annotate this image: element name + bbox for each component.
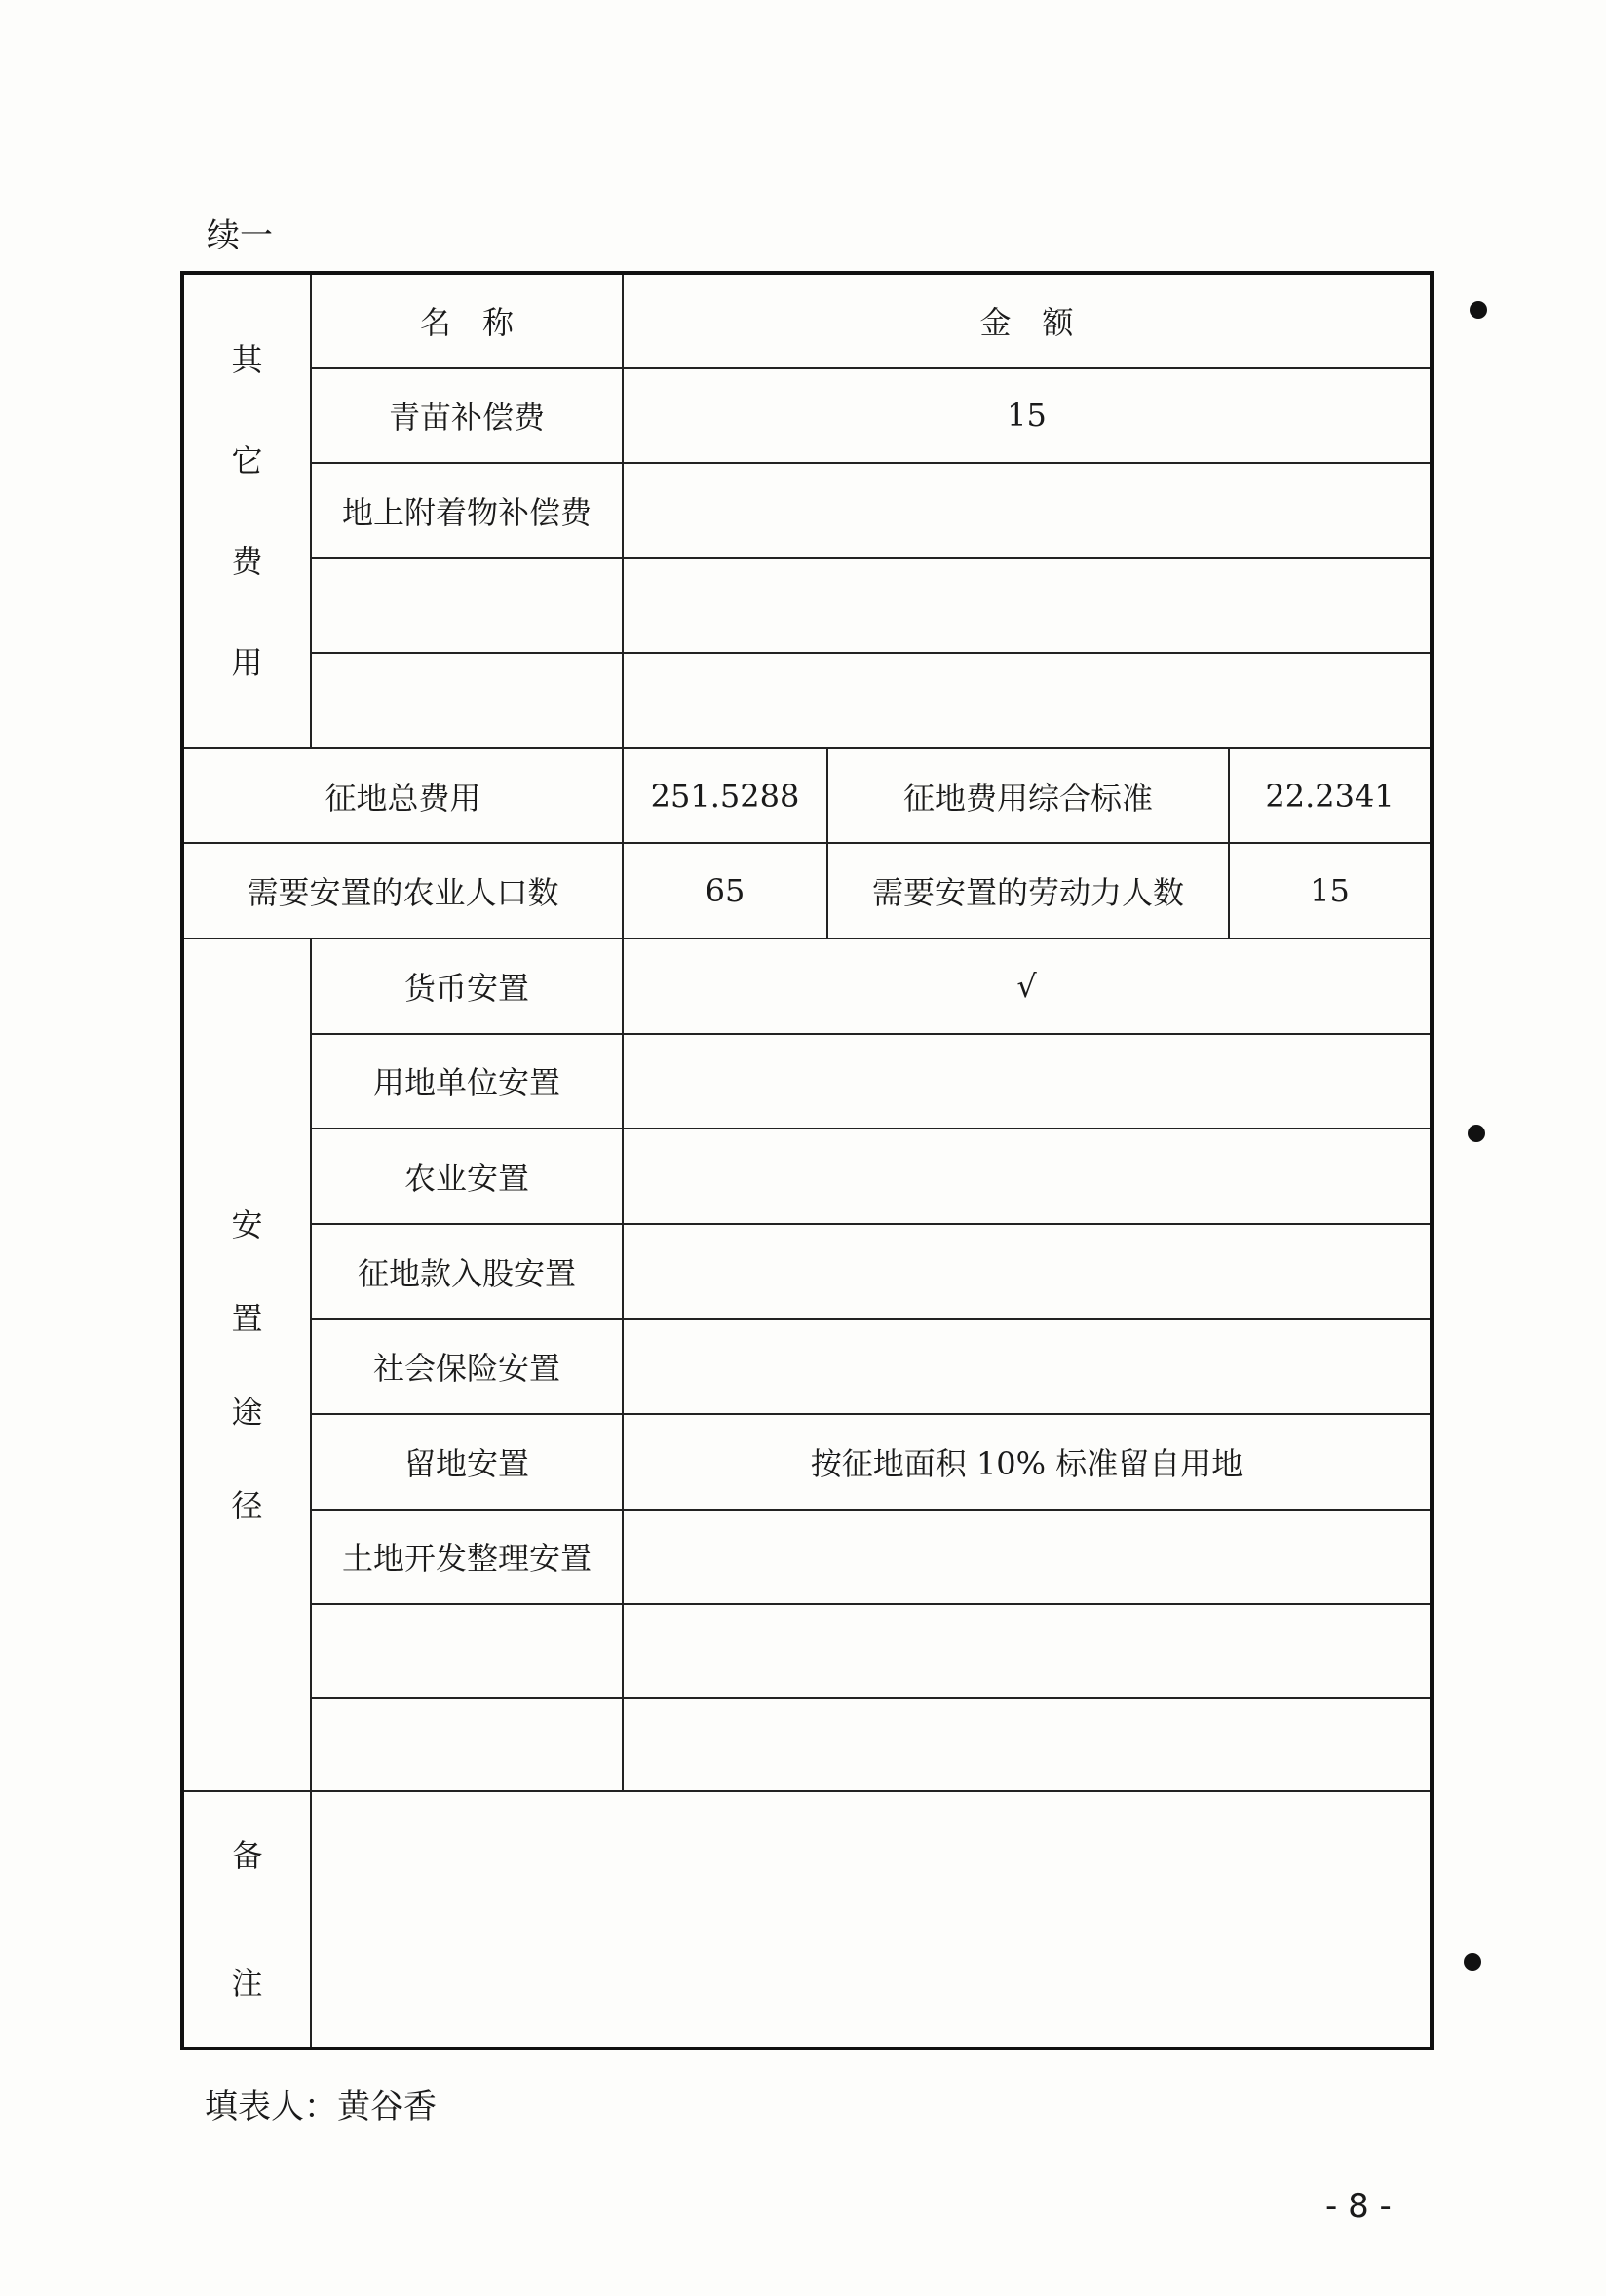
table-row [182, 1414, 1432, 1510]
form-filler: 填表人：黄谷香 [205, 2087, 437, 2126]
resettlement-section-label: 安 置 途 径 [182, 938, 311, 1791]
page-number: - 8 - [1325, 2187, 1392, 2226]
resettlement-value-cell [623, 1319, 1432, 1414]
binding-hole-mark [1464, 1953, 1481, 1971]
fee-name-cell [311, 653, 623, 748]
total-fee-value: 251.5288 [623, 748, 827, 844]
population-value: 65 [623, 843, 827, 938]
resettlement-name-cell: 征地款入股安置 [311, 1224, 623, 1320]
table-row [182, 938, 1432, 1034]
standard-value: 22.2341 [1229, 748, 1432, 844]
resettlement-value-cell [623, 1698, 1432, 1792]
table-row [182, 1698, 1432, 1792]
table-row [182, 1224, 1432, 1320]
land-acquisition-form-table [180, 271, 1434, 2050]
fee-name-cell: 青苗补偿费 [311, 368, 623, 464]
fee-amount-cell [623, 463, 1432, 558]
remarks-section-label: 备 注 [182, 1791, 311, 2048]
table-row [182, 1319, 1432, 1414]
fee-amount-cell: 15 [623, 368, 1432, 464]
total-fee-row [182, 748, 1432, 844]
table-row [182, 653, 1432, 748]
resettlement-value-cell [623, 1034, 1432, 1129]
fee-name-cell [311, 558, 623, 654]
other-fees-section-label: 其 它 费 用 [182, 273, 311, 748]
labor-value: 15 [1229, 843, 1432, 938]
resettlement-value-cell: 按征地面积 10% 标准留自用地 [623, 1414, 1432, 1510]
resettlement-name-cell: 用地单位安置 [311, 1034, 623, 1129]
total-fee-label: 征地总费用 [182, 748, 623, 844]
table-row [182, 463, 1432, 558]
table-row [182, 368, 1432, 464]
table-row [182, 558, 1432, 654]
name-column-header: 名 称 [311, 273, 623, 368]
resettlement-name-cell [311, 1698, 623, 1792]
resettlement-value-cell [623, 1224, 1432, 1320]
fee-amount-cell [623, 558, 1432, 654]
population-label: 需要安置的农业人口数 [182, 843, 623, 938]
table-row [182, 1510, 1432, 1605]
remarks-content [311, 1791, 1432, 2048]
population-row [182, 843, 1432, 938]
continuation-label: 续一 [207, 216, 273, 255]
binding-hole-mark [1468, 1125, 1485, 1142]
table-row [182, 1604, 1432, 1698]
fee-amount-cell [623, 653, 1432, 748]
table-row [182, 1034, 1432, 1129]
resettlement-name-cell [311, 1604, 623, 1698]
labor-label: 需要安置的劳动力人数 [827, 843, 1229, 938]
resettlement-name-cell: 货币安置 [311, 938, 623, 1034]
remarks-row [182, 1791, 1432, 2048]
resettlement-name-cell: 留地安置 [311, 1414, 623, 1510]
resettlement-value-cell [623, 1129, 1432, 1224]
standard-label: 征地费用综合标准 [827, 748, 1229, 844]
resettlement-name-cell: 土地开发整理安置 [311, 1510, 623, 1605]
table-row [182, 1129, 1432, 1224]
resettlement-value-cell: √ [623, 938, 1432, 1034]
resettlement-value-cell [623, 1604, 1432, 1698]
fee-name-cell: 地上附着物补偿费 [311, 463, 623, 558]
amount-column-header: 金 额 [623, 273, 1432, 368]
binding-hole-mark [1470, 301, 1487, 319]
resettlement-value-cell [623, 1510, 1432, 1605]
resettlement-name-cell: 农业安置 [311, 1129, 623, 1224]
other-fees-header-row [182, 273, 1432, 368]
resettlement-name-cell: 社会保险安置 [311, 1319, 623, 1414]
